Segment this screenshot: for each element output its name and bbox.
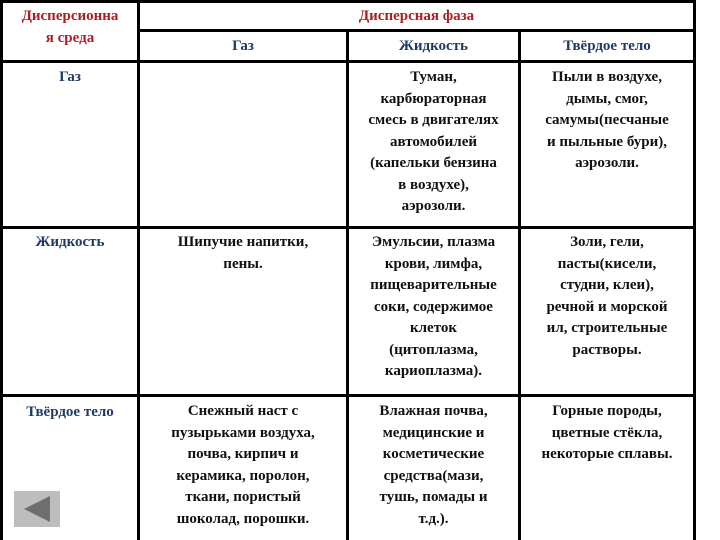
back-button[interactable]	[14, 491, 60, 527]
row-label-solid: Твёрдое тело	[26, 404, 114, 420]
cell-line: цветные стёкла,	[551, 424, 663, 441]
cell-line: Пыли в воздухе,	[552, 69, 662, 85]
header-dispersion-medium	[3, 6, 137, 49]
cell-solid-in-liquid	[349, 401, 518, 530]
cell-line: пены.	[223, 255, 263, 272]
cell-line: дымы, смог,	[566, 90, 648, 107]
cell-line: (цитоплазма,	[389, 341, 478, 358]
cell-line: Горные породы,	[552, 403, 662, 419]
cell-line: пищеварительные	[370, 277, 497, 293]
cell-line: средства(мази,	[383, 467, 484, 484]
grid-line	[138, 29, 695, 32]
cell-line: соки, содержимое	[374, 298, 493, 315]
cell-liquid-in-liquid	[349, 232, 518, 383]
cell-line: растворы.	[572, 341, 642, 358]
header-phase-liquid: Жидкость	[399, 38, 468, 54]
cell-line: речной и морской	[546, 298, 668, 315]
cell-line: аэрозоли.	[401, 198, 466, 214]
cell-line: Снежный наст с	[187, 403, 299, 419]
cell-line: почва, кирпич и	[187, 446, 299, 462]
cell-line: пасты(кисели,	[557, 255, 657, 272]
cell-line: т.д.).	[418, 510, 449, 527]
cell-line: аэрозоли.	[575, 155, 639, 171]
cell-solid-in-gas	[140, 401, 346, 530]
cell-liquid-in-solid	[521, 232, 693, 361]
cell-line: некоторые сплавы.	[541, 446, 673, 462]
cell-line: смесь в двигателях	[368, 112, 499, 128]
cell-line: студни, клеи),	[560, 277, 654, 293]
header-line: я среда	[45, 29, 95, 46]
cell-line: Шипучие напитки,	[177, 234, 309, 250]
cell-liquid-in-gas	[140, 232, 346, 275]
header-line: Дисперсионна	[21, 8, 119, 24]
cell-line: (капельки бензина	[370, 155, 497, 171]
cell-line: ил, строительные	[546, 320, 668, 336]
cell-line: и пыльные бури),	[546, 133, 667, 150]
cell-line: Влажная почва,	[379, 403, 488, 419]
cell-line: шоколад, порошки.	[176, 510, 310, 527]
cell-line: автомобилей	[390, 133, 477, 150]
cell-line: карбюраторная	[380, 90, 487, 107]
cell-solid-in-solid	[521, 401, 693, 466]
cell-line: тушь, помады и	[379, 489, 488, 505]
cell-line: крови, лимфа,	[384, 255, 483, 272]
header-phase-solid: Твёрдое тело	[563, 38, 651, 54]
cell-line: медицинские и	[382, 424, 485, 441]
triangle-left-icon	[14, 491, 60, 527]
cell-line: в воздухе),	[398, 176, 469, 193]
cell-line: косметические	[382, 446, 485, 462]
cell-line: самумы(песчаные	[545, 112, 669, 128]
cell-gas-in-solid	[521, 67, 693, 175]
cell-line: Золи, гели,	[570, 234, 644, 250]
cell-line: ткани, пористый	[185, 489, 301, 505]
row-label-gas: Газ	[59, 69, 81, 85]
cell-line: клеток	[409, 320, 458, 336]
row-label-liquid: Жидкость	[35, 234, 105, 250]
cell-line: Эмульсии, плазма	[371, 234, 496, 250]
cell-line: керамика, поролон,	[176, 467, 310, 484]
cell-line: Туман,	[410, 69, 457, 85]
header-dispersed-phase: Дисперсная фаза	[358, 8, 475, 24]
grid-line	[693, 0, 696, 540]
cell-line: пузырьками воздуха,	[171, 424, 315, 441]
header-phase-gas: Газ	[232, 38, 254, 54]
cell-line: кариоплазма).	[384, 363, 483, 379]
cell-gas-in-liquid	[349, 67, 518, 218]
grid-line	[0, 0, 695, 3]
